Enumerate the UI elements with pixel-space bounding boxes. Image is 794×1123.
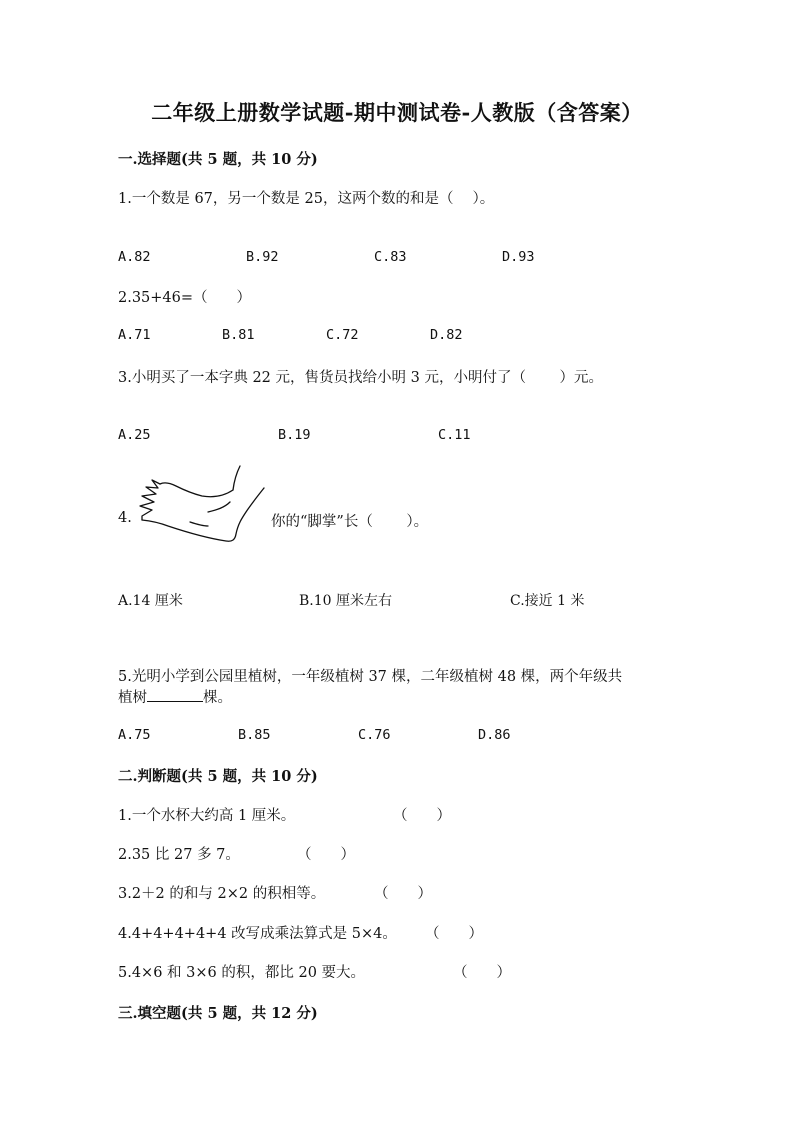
- q2-option-d: D.82: [430, 327, 463, 343]
- q2-option-a: A.71: [118, 327, 151, 343]
- judgment-paren-4: （ ）: [425, 926, 483, 942]
- q5-option-b: B.85: [238, 727, 271, 743]
- judgment-paren-2: （ ）: [297, 847, 355, 863]
- judgment-item-3: 3.2＋2 的和与 2×2 的积相等。: [118, 886, 326, 902]
- q3-option-c: C.11: [438, 427, 471, 443]
- section-heading-judgment: 二.判断题(共 5 题，共 10 分): [118, 768, 318, 785]
- q5-suffix: 棵。: [203, 690, 232, 706]
- q1-option-b: B.92: [246, 249, 279, 265]
- question-1: 1.一个数是 67，另一个数是 25，这两个数的和是（ ）。: [118, 191, 495, 207]
- question-4-number: 4.: [118, 510, 132, 526]
- judgment-item-1: 1.一个水杯大约高 1 厘米。: [118, 808, 296, 824]
- q4-option-a: A.14 厘米: [118, 593, 183, 609]
- q1-option-d: D.93: [502, 249, 535, 265]
- judgment-paren-3: （ ）: [374, 886, 432, 902]
- judgment-paren-5: （ ）: [453, 965, 511, 981]
- question-4: 你的“脚掌”长（ ）。: [271, 514, 429, 530]
- answer-blank: [147, 687, 203, 702]
- q5-prefix: 植树: [118, 690, 147, 706]
- q3-option-b: B.19: [278, 427, 311, 443]
- judgment-item-5: 5.4×6 和 3×6 的积，都比 20 要大。: [118, 965, 366, 981]
- q5-option-c: C.76: [358, 727, 391, 743]
- question-3: 3.小明买了一本字典 22 元，售货员找给小明 3 元，小明付了（ ）元。: [118, 370, 604, 386]
- q3-option-a: A.25: [118, 427, 151, 443]
- q4-option-c: C.接近 1 米: [510, 593, 585, 609]
- foot-illustration: [136, 462, 268, 546]
- question-5-line1: 5.光明小学到公园里植树，一年级植树 37 棵，二年级植树 48 棵，两个年级共: [118, 669, 623, 685]
- q4-option-b: B.10 厘米左右: [299, 593, 393, 609]
- question-5-line2: [118, 686, 232, 707]
- section-heading-choice: 一.选择题(共 5 题，共 10 分): [118, 151, 318, 168]
- q5-option-a: A.75: [118, 727, 151, 743]
- judgment-item-4: 4.4+4+4+4+4 改写成乘法算式是 5×4。: [118, 926, 397, 942]
- q5-option-d: D.86: [478, 727, 511, 743]
- q2-option-c: C.72: [326, 327, 359, 343]
- judgment-paren-1: （ ）: [393, 808, 451, 824]
- q1-option-c: C.83: [374, 249, 407, 265]
- page-title: 二年级上册数学试题-期中测试卷-人教版（含答案）: [151, 100, 643, 125]
- judgment-item-2: 2.35 比 27 多 7。: [118, 847, 240, 863]
- q1-option-a: A.82: [118, 249, 151, 265]
- question-2: 2.35+46=（ ）: [118, 290, 252, 306]
- q2-option-b: B.81: [222, 327, 255, 343]
- section-heading-fill: 三.填空题(共 5 题，共 12 分): [118, 1005, 318, 1022]
